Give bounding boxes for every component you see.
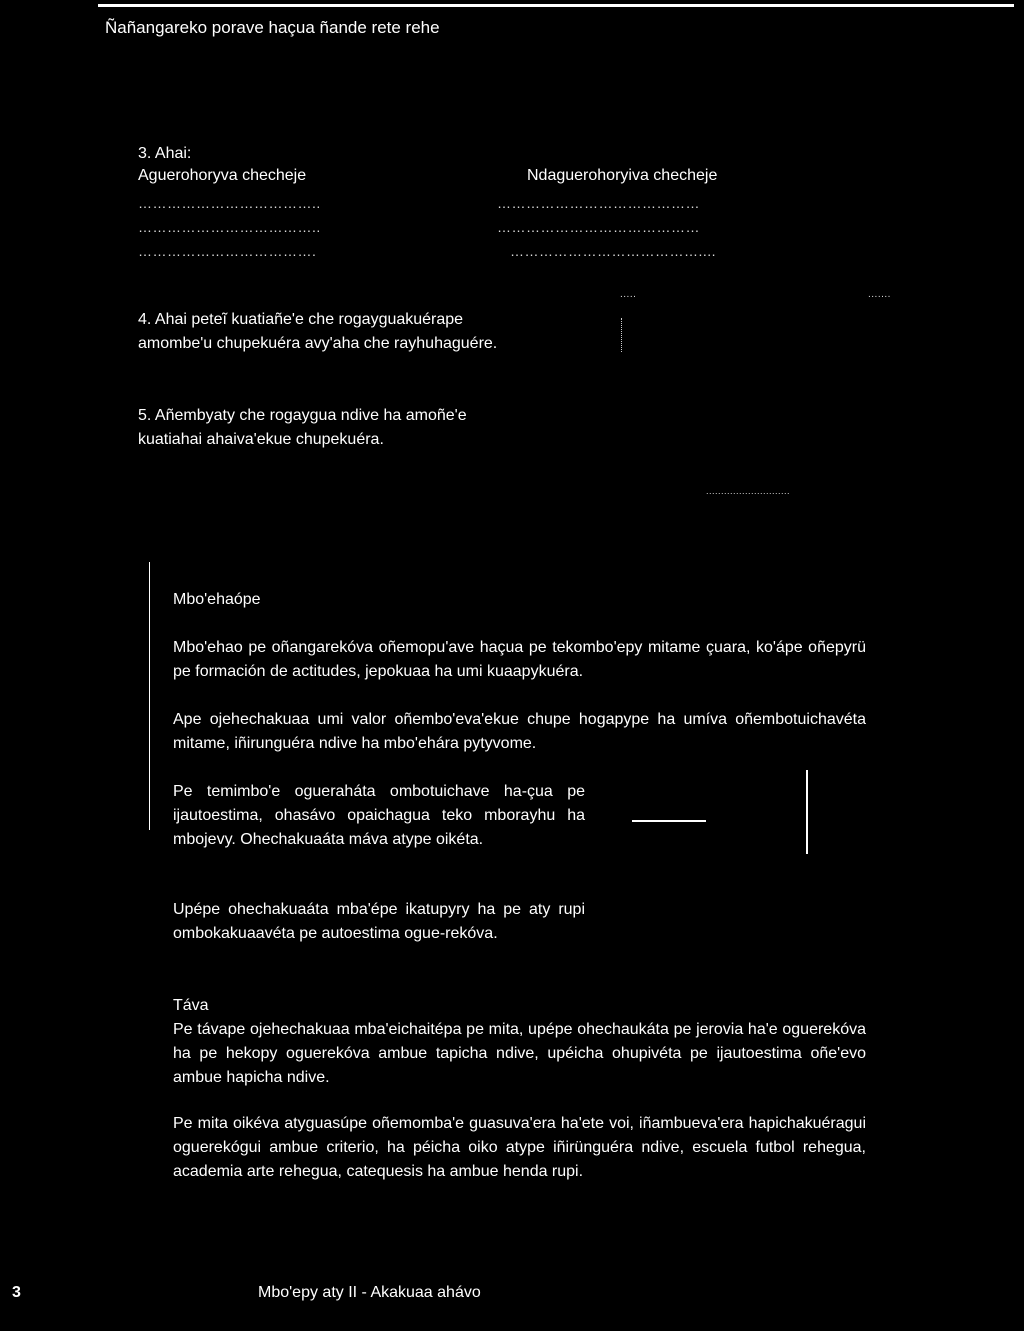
q3-left-line-3: ………………………………. xyxy=(138,243,317,259)
decorative-dash xyxy=(632,820,706,822)
footer-text: Mbo'epy aty II - Akakuaa ahávo xyxy=(258,1284,481,1301)
q5-text-line-2: kuatiahai ahaiva'ekue chupekuéra. xyxy=(138,431,384,448)
q3-col-right: Ndaguerohoryiva checheje xyxy=(527,167,718,184)
q3-col-left: Aguerohoryva checheje xyxy=(138,167,307,184)
section-heading: Mbo'ehaópe xyxy=(173,591,261,608)
q4-text-line-1: 4. Ahai peteĩ kuatiañe'e che rogayguakuérape xyxy=(138,311,464,328)
q3-left-line-2: ……………………………….. xyxy=(138,219,321,235)
q4-dotted-divider xyxy=(621,318,622,352)
q3-right-line-1: …………………………………… xyxy=(497,195,700,211)
q3-right-line-2: …………………………………… xyxy=(497,219,700,235)
page-number: 3 xyxy=(12,1284,21,1301)
q4-text-line-2: amombe'u chupekuéra avy'aha che rayhuhaguére. xyxy=(138,335,498,352)
decorative-vertical-rule xyxy=(806,770,808,854)
section-paragraph-1: Mbo'ehao pe oñangarekóva oñemopu'ave haçua pe tekombo'epy mitame çuara, ko'ápe oñepyrü pe formación de actitudes, jepokuaa ha umi kuaapykuéra. xyxy=(173,639,866,680)
q4-dots-a: ..... xyxy=(620,289,637,300)
q3-left-line-1: ……………………………….. xyxy=(138,195,321,211)
q3-right-line-3: ………………………………….... xyxy=(510,243,717,259)
tava-paragraph-1: Pe távape ojehechakuaa mba'eichaitépa pe mita, upépe ohechaukáta pe jerovia ha'e oguerekóva ha pe hekopy oguerekóva ambue tapicha ndive, upéicha ohupivéta pe ijautoestima oñe'evo ambue hapicha ndive. xyxy=(173,1021,866,1086)
q5-text-line-1: 5. Añembyaty che rogaygua ndive ha amoñe'e xyxy=(138,407,467,424)
tava-paragraph-2: Pe mita oikéva atyguasúpe oñemomba'e guasuva'era ha'ete voi, iñambueva'era hapichakuéragui oguerekógui ambue criterio, ha péicha oiko atype iñirünguéra ndive, escuela futbol rehegua, academia arte rehegua, catequesis ha ambue henda rupi. xyxy=(173,1115,866,1180)
section-paragraph-3: Pe temimbo'e ogueraháta ombotuichave ha-çua pe ijautoestima, ohasávo opaichagua teko mborayhu ha mbojevy. Ohechakuaáta máva atype oikéta. xyxy=(173,783,585,848)
page-header: Ñañangareko porave haçua ñande rete rehe xyxy=(105,18,440,37)
q3-label: 3. Ahai: xyxy=(138,145,192,162)
top-rule xyxy=(98,4,1014,7)
tava-heading: Táva xyxy=(173,997,209,1014)
section-paragraph-2: Ape ojehechakuaa umi valor oñembo'eva'ekue chupe hogapype ha umíva oñembotuichavéta mitame, iñirunguéra ndive ha mbo'ehára pytyvome. xyxy=(173,711,866,752)
q5-dots: ............................ xyxy=(706,486,791,496)
section-left-rule xyxy=(149,562,150,830)
q4-dots-b: ....... xyxy=(868,289,891,300)
section-paragraph-4: Upépe ohechakuaáta mba'épe ikatupyry ha pe aty rupi ombokakuaavéta pe autoestima ogue-rekóva. xyxy=(173,901,585,942)
